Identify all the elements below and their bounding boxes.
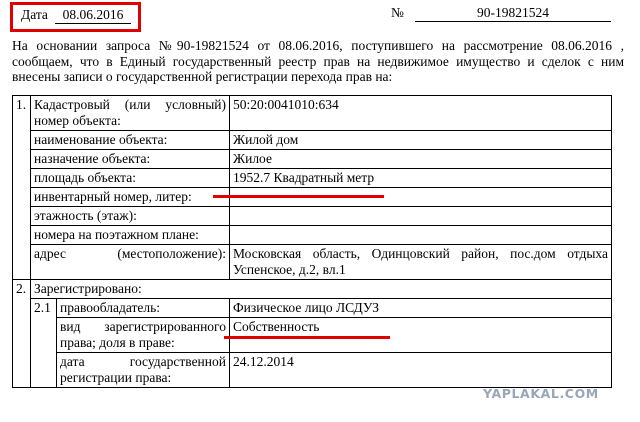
table-row [13,169,612,188]
subsection-number: 2.1 [31,299,57,388]
intro-line-3: внесены записи о государственной регистрации перехода прав на: [12,69,393,84]
number-value: 90-19821524 [415,5,611,22]
registered-title: Зарегистрировано: [31,280,612,299]
date-box [10,2,141,32]
object-area-value: 1952.7 Квадратный метр [230,169,612,188]
registration-date-label-cell [57,353,230,388]
intro-line-2: сообщаем, что в Единый государственный реестр прав на недвижимое имущество и сделок с ним [12,53,624,69]
intro-paragraph [12,38,624,85]
registration-date-value: 24.12.2014 [230,353,612,388]
floor-value [230,207,612,226]
address-label-line-1: адрес (местоположение): [34,246,226,261]
right-type-label-cell [57,318,230,353]
object-name-value: Жилой дом [230,131,612,150]
area-highlight-underline [213,195,384,198]
table-row [13,318,612,353]
object-purpose-value: Жилое [230,150,612,169]
date-value: 08.06.2016 [55,7,131,24]
registration-date-label-line-1: дата государственной [60,354,226,369]
section-1-number: 1. [13,96,31,280]
section-2-number: 2. [13,280,31,388]
object-name-label: наименование объекта: [31,131,230,150]
watermark: YAPLAKAL.COM [483,386,599,401]
table-row [13,226,612,245]
cadastral-label-cell [31,96,230,131]
address-label-line-2 [34,262,37,277]
address-value-line-1: Московская область, Одинцовский район, пос.дом отдыха [233,246,608,261]
address-value-cell [230,245,612,280]
floor-plan-label: номера на поэтажном плане: [31,226,230,245]
registration-date-label-line-2: регистрации права: [60,370,172,385]
floor-plan-value [230,226,612,245]
registry-table [12,95,612,388]
address-value-line-2: Успенское, д.2, вл.1 [233,262,346,277]
date-label: Дата [21,7,48,22]
holder-highlight-underline [224,336,390,339]
table-row [13,131,612,150]
table-row [13,150,612,169]
object-purpose-label: назначение объекта: [31,150,230,169]
cadastral-label-line-1: Кадастровый (или условный) [34,97,226,112]
intro-line-1: На основании запроса №90-19821524 от 08.06.2016, поступившего на рассмотрение 08.06.2016 , [12,38,624,53]
inventory-label: инвентарный номер, литер: [31,188,230,207]
table-row [13,299,612,318]
table-row [13,280,612,299]
table-row [13,353,612,388]
address-label-cell [31,245,230,280]
right-type-label-line-2: права; доля в праве: [60,335,175,350]
table-row [13,96,612,131]
object-area-label: площадь объекта: [31,169,230,188]
table-row [13,245,612,280]
cadastral-label-line-2: номер объекта: [34,113,121,128]
right-type-value: Собственность [230,318,612,353]
holder-label: правообладатель: [57,299,230,318]
number-label: № [391,5,404,20]
cadastral-value: 50:20:0041010:634 [230,96,612,131]
floor-label: этажность (этаж): [31,207,230,226]
table-row [13,207,612,226]
holder-value: Физическое лицо ЛСДУЗ [230,299,612,318]
right-type-label-line-1: вид зарегистрированного [60,319,226,334]
